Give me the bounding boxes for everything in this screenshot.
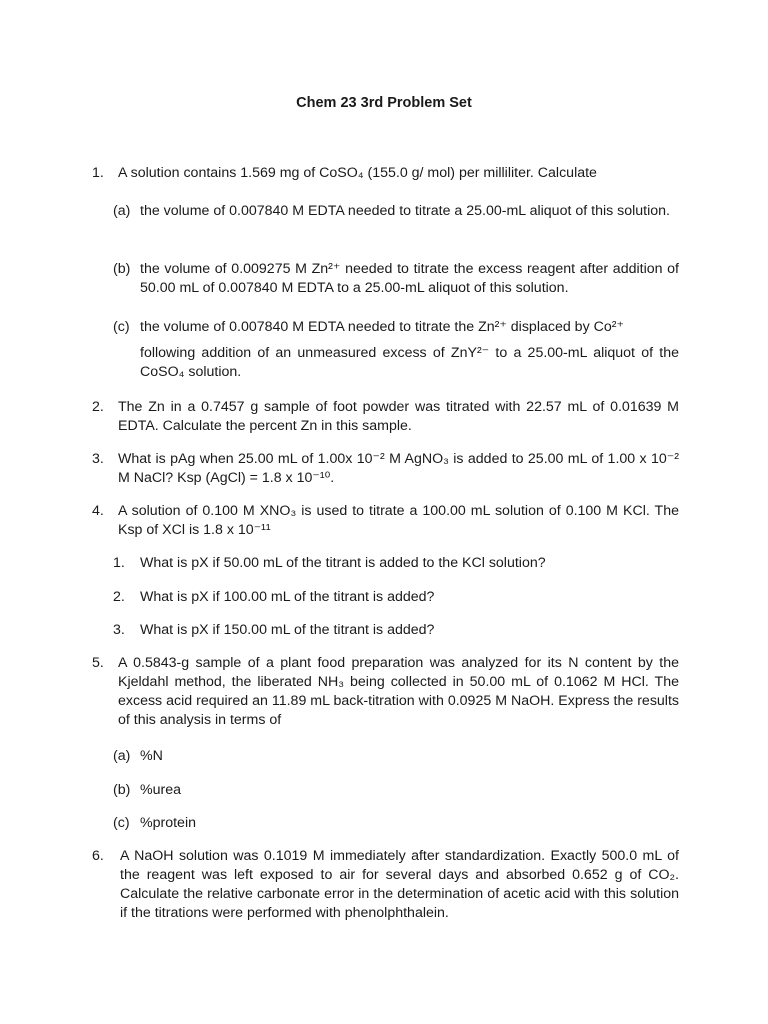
problem-3 xyxy=(92,450,679,488)
problem-text: A solution of 0.100 M XNO₃ is used to titrate a 100.00 mL solution of 0.100 M KCl. The Ksp of XCl is 1.8 x 10⁻¹¹ xyxy=(118,503,679,538)
part-text: What is pX if 50.00 mL of the titrant is added to the KCl solution? xyxy=(140,555,546,571)
problem-number: 3. xyxy=(92,451,104,467)
problem-1 xyxy=(92,164,652,183)
part-text: What is pX if 100.00 mL of the titrant is added? xyxy=(140,589,435,605)
problem-5 xyxy=(92,654,679,730)
problem-text: A solution contains 1.569 mg of CoSO₄ (155.0 g/ mol) per milliliter. Calculate xyxy=(118,165,597,181)
problem-2 xyxy=(92,398,679,436)
problem-4-part-1 xyxy=(113,554,673,573)
problem-1-part-b xyxy=(113,260,679,298)
problem-text: The Zn in a 0.7457 g sample of foot powder was titrated with 22.57 mL of 0.01639 M EDTA. Calculate the percent Zn in this sample. xyxy=(118,399,679,434)
problem-text: A NaOH solution was 0.1019 M immediately after standardization. Exactly 500.0 mL of the reagent was left exposed to air for several days and absorbed 0.652 g of CO₂. Calculate the relative carbonate error in the determination of acetic acid with this solution if the titrations were performed with phenolphthalein. xyxy=(120,848,679,921)
problem-text: What is pAg when 25.00 mL of 1.00x 10⁻² M AgNO₃ is added to 25.00 mL of 1.00 x 10⁻² M NaCl? Ksp (AgCl) = 1.8 x 10⁻¹⁰. xyxy=(118,451,679,486)
part-label: (b) xyxy=(113,782,131,798)
problem-number: 5. xyxy=(92,655,104,671)
problem-number: 2. xyxy=(92,399,104,415)
part-text: %protein xyxy=(140,815,196,831)
problem-text: A 0.5843-g sample of a plant food preparation was analyzed for its N content by the Kjeldahl method, the liberated NH₃ being collected in 50.00 mL of 0.1062 M HCl. The excess acid required an 11.89 mL back-titration with 0.0925 M NaOH. Express the results of this analysis in terms of xyxy=(118,655,679,728)
problem-number: 4. xyxy=(92,503,104,519)
part-text: %urea xyxy=(140,782,182,798)
part-label: 2. xyxy=(113,589,125,605)
problem-4-part-2 xyxy=(113,588,673,607)
problem-5-part-c xyxy=(113,814,673,833)
problem-4 xyxy=(92,502,679,540)
part-text xyxy=(140,318,679,382)
problem-5-part-a xyxy=(113,747,673,766)
part-label: (c) xyxy=(113,815,130,831)
problem-number: 1. xyxy=(92,165,104,181)
part-text-rest: following addition of an unmeasured excess of ZnY²⁻ to a 25.00-mL aliquot of the CoSO₄ solution. xyxy=(140,345,679,380)
part-label: (a) xyxy=(113,748,131,764)
part-label: 1. xyxy=(113,555,125,571)
part-label: (b) xyxy=(113,261,131,277)
part-label: (c) xyxy=(113,319,130,335)
part-label: 3. xyxy=(113,622,125,638)
problem-1-part-c xyxy=(113,318,679,382)
problem-1-part-a xyxy=(113,202,679,221)
problem-6 xyxy=(92,847,679,923)
part-text: %N xyxy=(140,748,163,764)
page-title: Chem 23 3rd Problem Set xyxy=(296,95,472,111)
problem-5-part-b xyxy=(113,781,673,800)
part-label: (a) xyxy=(113,203,131,219)
part-text-line-1: the volume of 0.007840 M EDTA needed to titrate the Zn²⁺ displaced by Co²⁺ xyxy=(140,319,624,335)
part-text: the volume of 0.007840 M EDTA needed to titrate a 25.00-mL aliquot of this solution. xyxy=(140,203,670,219)
problem-number: 6. xyxy=(92,848,104,864)
part-text: the volume of 0.009275 M Zn²⁺ needed to titrate the excess reagent after addition of 50.00 mL of 0.007840 M EDTA to a 25.00-mL aliquot of this solution. xyxy=(140,261,679,296)
part-text: What is pX if 150.00 mL of the titrant is added? xyxy=(140,622,435,638)
problem-4-part-3 xyxy=(113,621,673,640)
